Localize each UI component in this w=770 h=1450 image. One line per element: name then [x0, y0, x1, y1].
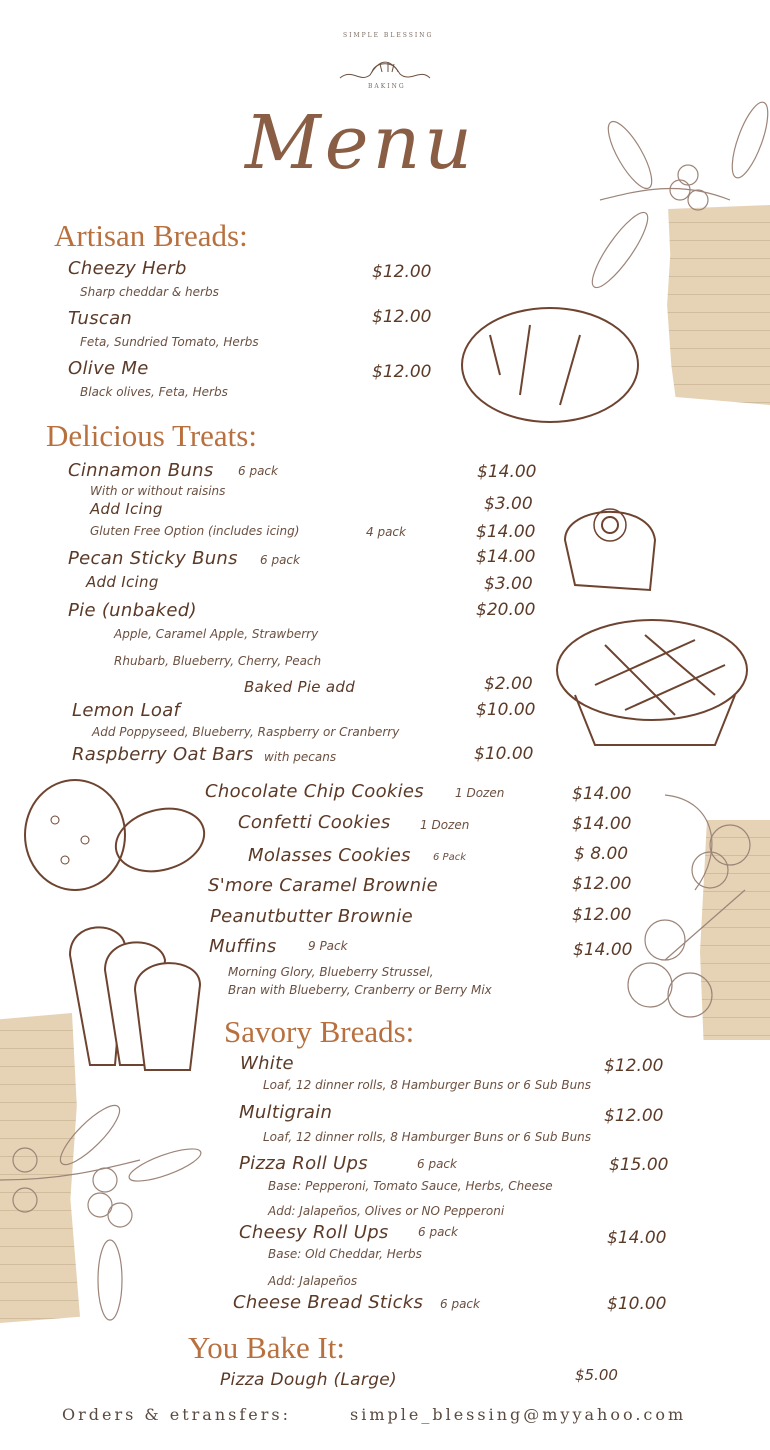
item-addons: Add: Jalapeños [268, 1274, 358, 1288]
item-description: Loaf, 12 dinner rolls, 8 Hamburger Buns or 6 Sub Buns [263, 1130, 592, 1144]
leaf-branch-top-right-icon [580, 100, 770, 300]
item-description: Sharp cheddar & herbs [80, 285, 219, 299]
footer-orders-label: Orders & etransfers: [62, 1405, 291, 1424]
item-name: Multigrain [239, 1102, 333, 1123]
item-price: $12.00 [372, 262, 432, 282]
item-base: Base: Pepperoni, Tomato Sauce, Herbs, Cheese [268, 1179, 553, 1193]
item-pack: 6 pack [417, 1157, 457, 1171]
item-name: Peanutbutter Brownie [210, 906, 413, 927]
addon-price: $3.00 [484, 494, 533, 514]
item-name: Cheezy Herb [68, 258, 187, 279]
item-name: Chocolate Chip Cookies [205, 781, 424, 802]
item-price: $12.00 [604, 1106, 664, 1126]
item-price: $14.00 [572, 814, 632, 834]
item-description: Black olives, Feta, Herbs [80, 385, 228, 399]
item-description: Feta, Sundried Tomato, Herbs [80, 335, 259, 349]
item-description: With or without raisins [90, 484, 226, 498]
item-price: $12.00 [372, 362, 432, 382]
muffin-flavors: Bran with Blueberry, Cranberry or Berry Mix [228, 983, 492, 997]
item-price: $14.00 [572, 784, 632, 804]
item-price: $10.00 [476, 700, 536, 720]
item-name: White [240, 1053, 294, 1074]
addon-name: Baked Pie add [244, 678, 356, 696]
item-price: $15.00 [609, 1155, 669, 1175]
item-description: Add Poppyseed, Blueberry, Raspberry or Cranberry [92, 725, 400, 739]
bread-loaf-sketch-icon [460, 305, 640, 425]
item-name: Raspberry Oat Bars [72, 744, 254, 765]
item-price: $5.00 [575, 1366, 618, 1384]
item-tag: 6 Pack [433, 852, 466, 863]
item-name: Cheese Bread Sticks [233, 1292, 424, 1313]
cinnamon-roll-sketch-icon [555, 495, 665, 600]
berry-branch-right-icon [625, 790, 770, 1030]
page-title: Menu [245, 100, 476, 186]
item-price: $20.00 [476, 600, 536, 620]
logo-top-text: SIMPLE BLESSING [343, 32, 434, 39]
item-name: Lemon Loaf [72, 700, 181, 721]
pie-flavors: Apple, Caramel Apple, Strawberry [114, 627, 319, 641]
item-pack: 6 pack [238, 464, 278, 478]
item-name: Olive Me [68, 358, 149, 379]
item-price: $10.00 [474, 744, 534, 764]
leaf-branch-bottom-left-icon [0, 1100, 220, 1320]
item-description: Loaf, 12 dinner rolls, 8 Hamburger Buns or 6 Sub Buns [263, 1078, 592, 1092]
section-heading-treats: Delicious Treats: [46, 418, 257, 453]
addon-price: $3.00 [484, 574, 533, 594]
section-heading-savory: Savory Breads: [224, 1014, 415, 1049]
item-name: Muffins [209, 936, 277, 957]
addon-price: $2.00 [484, 674, 533, 694]
item-tag: 1 Dozen [455, 786, 505, 800]
item-pack: 6 pack [440, 1297, 480, 1311]
item-price: $ 8.00 [574, 844, 629, 864]
muffin-flavors: Morning Glory, Blueberry Strussel, [228, 965, 434, 979]
item-price: $12.00 [372, 307, 432, 327]
item-name: Tuscan [68, 308, 133, 329]
item-name: Pie (unbaked) [68, 600, 197, 621]
item-name: Pizza Roll Ups [239, 1153, 368, 1174]
addon-name: Add Icing [90, 500, 163, 518]
item-price: $14.00 [573, 940, 633, 960]
item-addons: Add: Jalapeños, Olives or NO Pepperoni [268, 1204, 505, 1218]
gluten-free-option: Gluten Free Option (includes icing) [90, 524, 300, 538]
item-tag: 9 Pack [308, 939, 348, 953]
pie-flavors: Rhubarb, Blueberry, Cherry, Peach [114, 654, 322, 668]
addon-name: Add Icing [86, 573, 159, 591]
logo-bottom-text: BAKING [368, 83, 406, 90]
item-name: Pizza Dough (Large) [220, 1370, 397, 1390]
item-pack: 6 pack [418, 1225, 458, 1239]
item-name: S'more Caramel Brownie [208, 875, 439, 896]
item-pack: 6 pack [260, 553, 300, 567]
gf-pack: 4 pack [366, 525, 406, 539]
item-name: Cinnamon Buns [68, 460, 214, 481]
item-name: Pecan Sticky Buns [68, 548, 238, 569]
sliced-bread-sketch-icon [60, 915, 210, 1075]
item-name: Confetti Cookies [238, 812, 391, 833]
cookies-sketch-icon [15, 780, 200, 895]
footer-email-link[interactable]: simple_blessing@myyahoo.com [350, 1405, 687, 1424]
item-name: Cheesy Roll Ups [239, 1222, 389, 1243]
pie-sketch-icon [555, 615, 750, 750]
item-price: $14.00 [476, 547, 536, 567]
section-heading-bake: You Bake It: [188, 1330, 346, 1365]
item-price: $12.00 [604, 1056, 664, 1076]
item-price: $12.00 [572, 874, 632, 894]
item-price: $14.00 [607, 1228, 667, 1248]
item-tag: with pecans [264, 750, 337, 764]
section-heading-artisan: Artisan Breads: [54, 218, 248, 253]
item-tag: 1 Dozen [420, 818, 470, 832]
item-base: Base: Old Cheddar, Herbs [268, 1247, 422, 1261]
gf-price: $14.00 [476, 522, 536, 542]
item-price: $14.00 [477, 462, 537, 482]
item-price: $12.00 [572, 905, 632, 925]
item-name: Molasses Cookies [248, 845, 411, 866]
item-price: $10.00 [607, 1294, 667, 1314]
